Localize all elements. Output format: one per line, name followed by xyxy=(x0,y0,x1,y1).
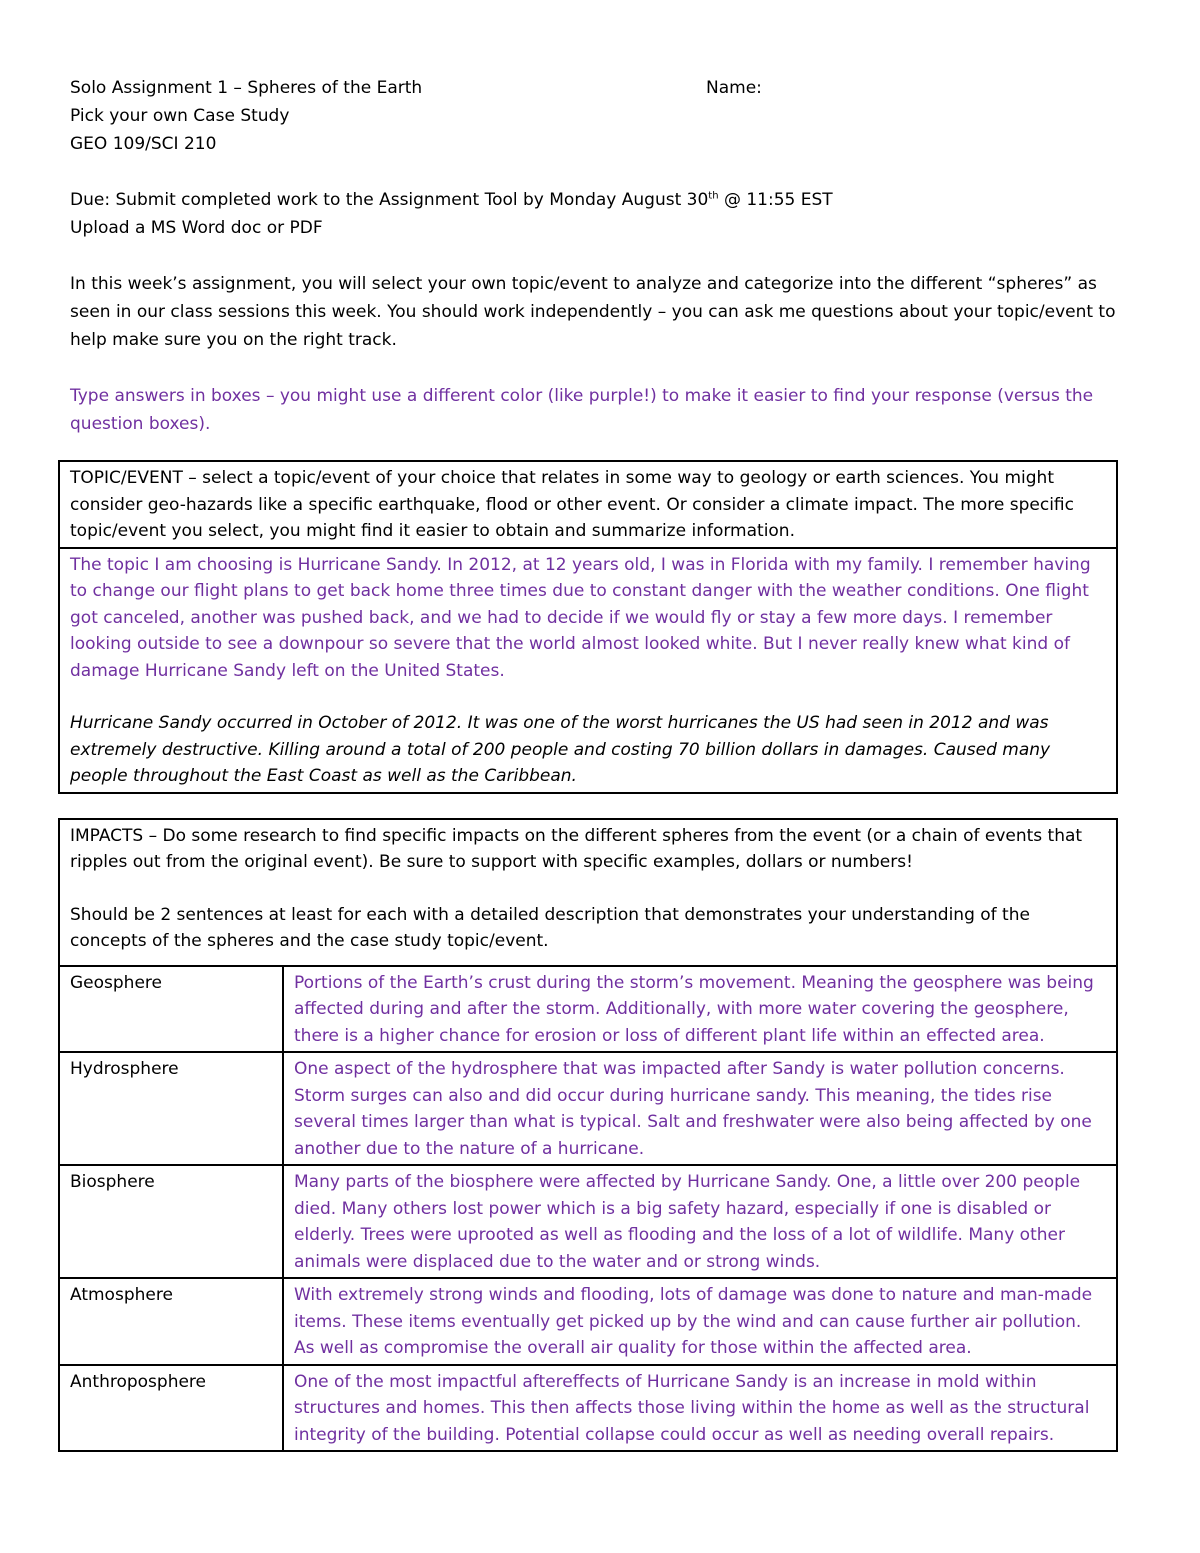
sphere-label: Atmosphere xyxy=(59,1278,283,1365)
impact-row-biosphere xyxy=(59,1165,1117,1278)
due-time: @ 11:55 EST xyxy=(718,190,833,210)
impacts-prompt-row xyxy=(59,819,1117,966)
topic-summary: Hurricane Sandy occurred in October of 2012. It was one of the worst hurricanes the US had seen in 2012 and was extremely destructive. Killing around a total of 200 people and costing 70 billion dollars in damages. Caused many people throughout the East Coast as well as the Caribbean. xyxy=(70,713,1051,786)
impact-row-anthroposphere xyxy=(59,1365,1117,1452)
name-label: Name: xyxy=(706,78,762,98)
impacts-table xyxy=(58,818,1118,1453)
sphere-answer[interactable]: With extremely strong winds and flooding, lots of damage was done to nature and man-made items. These items eventually get picked up by the wind and can cause further air pollution. As well as compromise the overall air quality for those within the affected area. xyxy=(283,1278,1117,1365)
due-text: Due: Submit completed work to the Assignment Tool by Monday August 30 xyxy=(70,190,709,210)
upload-instructions: Upload a MS Word doc or PDF xyxy=(70,218,323,238)
due-superscript: th xyxy=(708,190,719,202)
topic-prompt: TOPIC/EVENT – select a topic/event of your choice that relates in some way to geology or earth sciences. You might consider geo-hazards like a specific earthquake, flood or other event. Or consider a climate impact. The more specific topic/event you select, you might find it easier to obtain and summarize information. xyxy=(59,461,1117,548)
topic-answer: The topic I am choosing is Hurricane Sandy. In 2012, at 12 years old, I was in Florida with my family. I remember having to change our flight plans to get back home three times due to constant danger with the weather conditions. One flight got canceled, another was pushed back, and we had to decide if we would fly or stay a few more days. I remember looking outside to see a downpour so severe that the world almost looked white. But I never really knew what kind of damage Hurricane Sandy left on the United States. xyxy=(70,554,1091,681)
sphere-label: Anthroposphere xyxy=(59,1365,283,1452)
impact-row-hydrosphere xyxy=(59,1052,1117,1165)
impacts-prompt-cell xyxy=(59,819,1117,966)
topic-table xyxy=(58,460,1118,794)
sphere-answer[interactable]: One of the most impactful aftereffects of Hurricane Sandy is an increase in mold within structures and homes. This then affects those living within the home as well as the structural integrity of the building. Potential collapse could occur as well as needing overall repairs. xyxy=(283,1365,1117,1452)
sphere-answer[interactable]: Many parts of the biosphere were affected by Hurricane Sandy. One, a little over 200 people died. Many others lost power which is a big safety hazard, especially if one is disabled or elderly. Trees were uprooted as well as flooding and the loss of a lot of wildlife. Many other animals were displaced due to the water and or strong winds. xyxy=(283,1165,1117,1278)
impact-row-atmosphere xyxy=(59,1278,1117,1365)
impacts-prompt: IMPACTS – Do some research to find specific impacts on the different spheres from the event (or a chain of events that ripples out from the original event). Be sure to support with specific examples, dollars or numbers! xyxy=(70,825,1083,872)
topic-prompt-row xyxy=(59,461,1117,548)
assignment-subtitle: Pick your own Case Study xyxy=(70,106,290,126)
due-date-line xyxy=(70,186,1140,214)
sphere-label: Biosphere xyxy=(59,1165,283,1278)
assignment-title: Solo Assignment 1 – Spheres of the Earth xyxy=(70,78,423,98)
intro-paragraph: In this week’s assignment, you will select your own topic/event to analyze and categorize into the different “spheres” as seen in our class sessions this week. You should work independently – you can ask me questions about your topic/event to help make sure you on the right track. xyxy=(70,274,1116,350)
impacts-requirement: Should be 2 sentences at least for each with a detailed description that demonstrates your understanding of the concepts of the spheres and the case study topic/event. xyxy=(70,904,1030,951)
header-row xyxy=(70,74,1140,102)
sphere-answer[interactable]: One aspect of the hydrosphere that was impacted after Sandy is water pollution concerns. Storm surges can also and did occur during hurricane sandy. This meaning, the tides rise several times larger than what is typical. Salt and freshwater were also being affected by one another due to the nature of a hurricane. xyxy=(283,1052,1117,1165)
course-code: GEO 109/SCI 210 xyxy=(70,134,217,154)
sphere-label: Hydrosphere xyxy=(59,1052,283,1165)
topic-answer-cell[interactable] xyxy=(59,548,1117,793)
topic-answer-row xyxy=(59,548,1117,793)
impact-row-geosphere xyxy=(59,966,1117,1053)
sphere-answer[interactable]: Portions of the Earth’s crust during the storm’s movement. Meaning the geosphere was being affected during and after the storm. Additionally, with more water covering the geosphere, there is a higher chance for erosion or loss of different plant life within an effected area. xyxy=(283,966,1117,1053)
answer-instructions: Type answers in boxes – you might use a different color (like purple!) to make it easier to find your response (versus the question boxes). xyxy=(70,386,1094,434)
sphere-label: Geosphere xyxy=(59,966,283,1053)
